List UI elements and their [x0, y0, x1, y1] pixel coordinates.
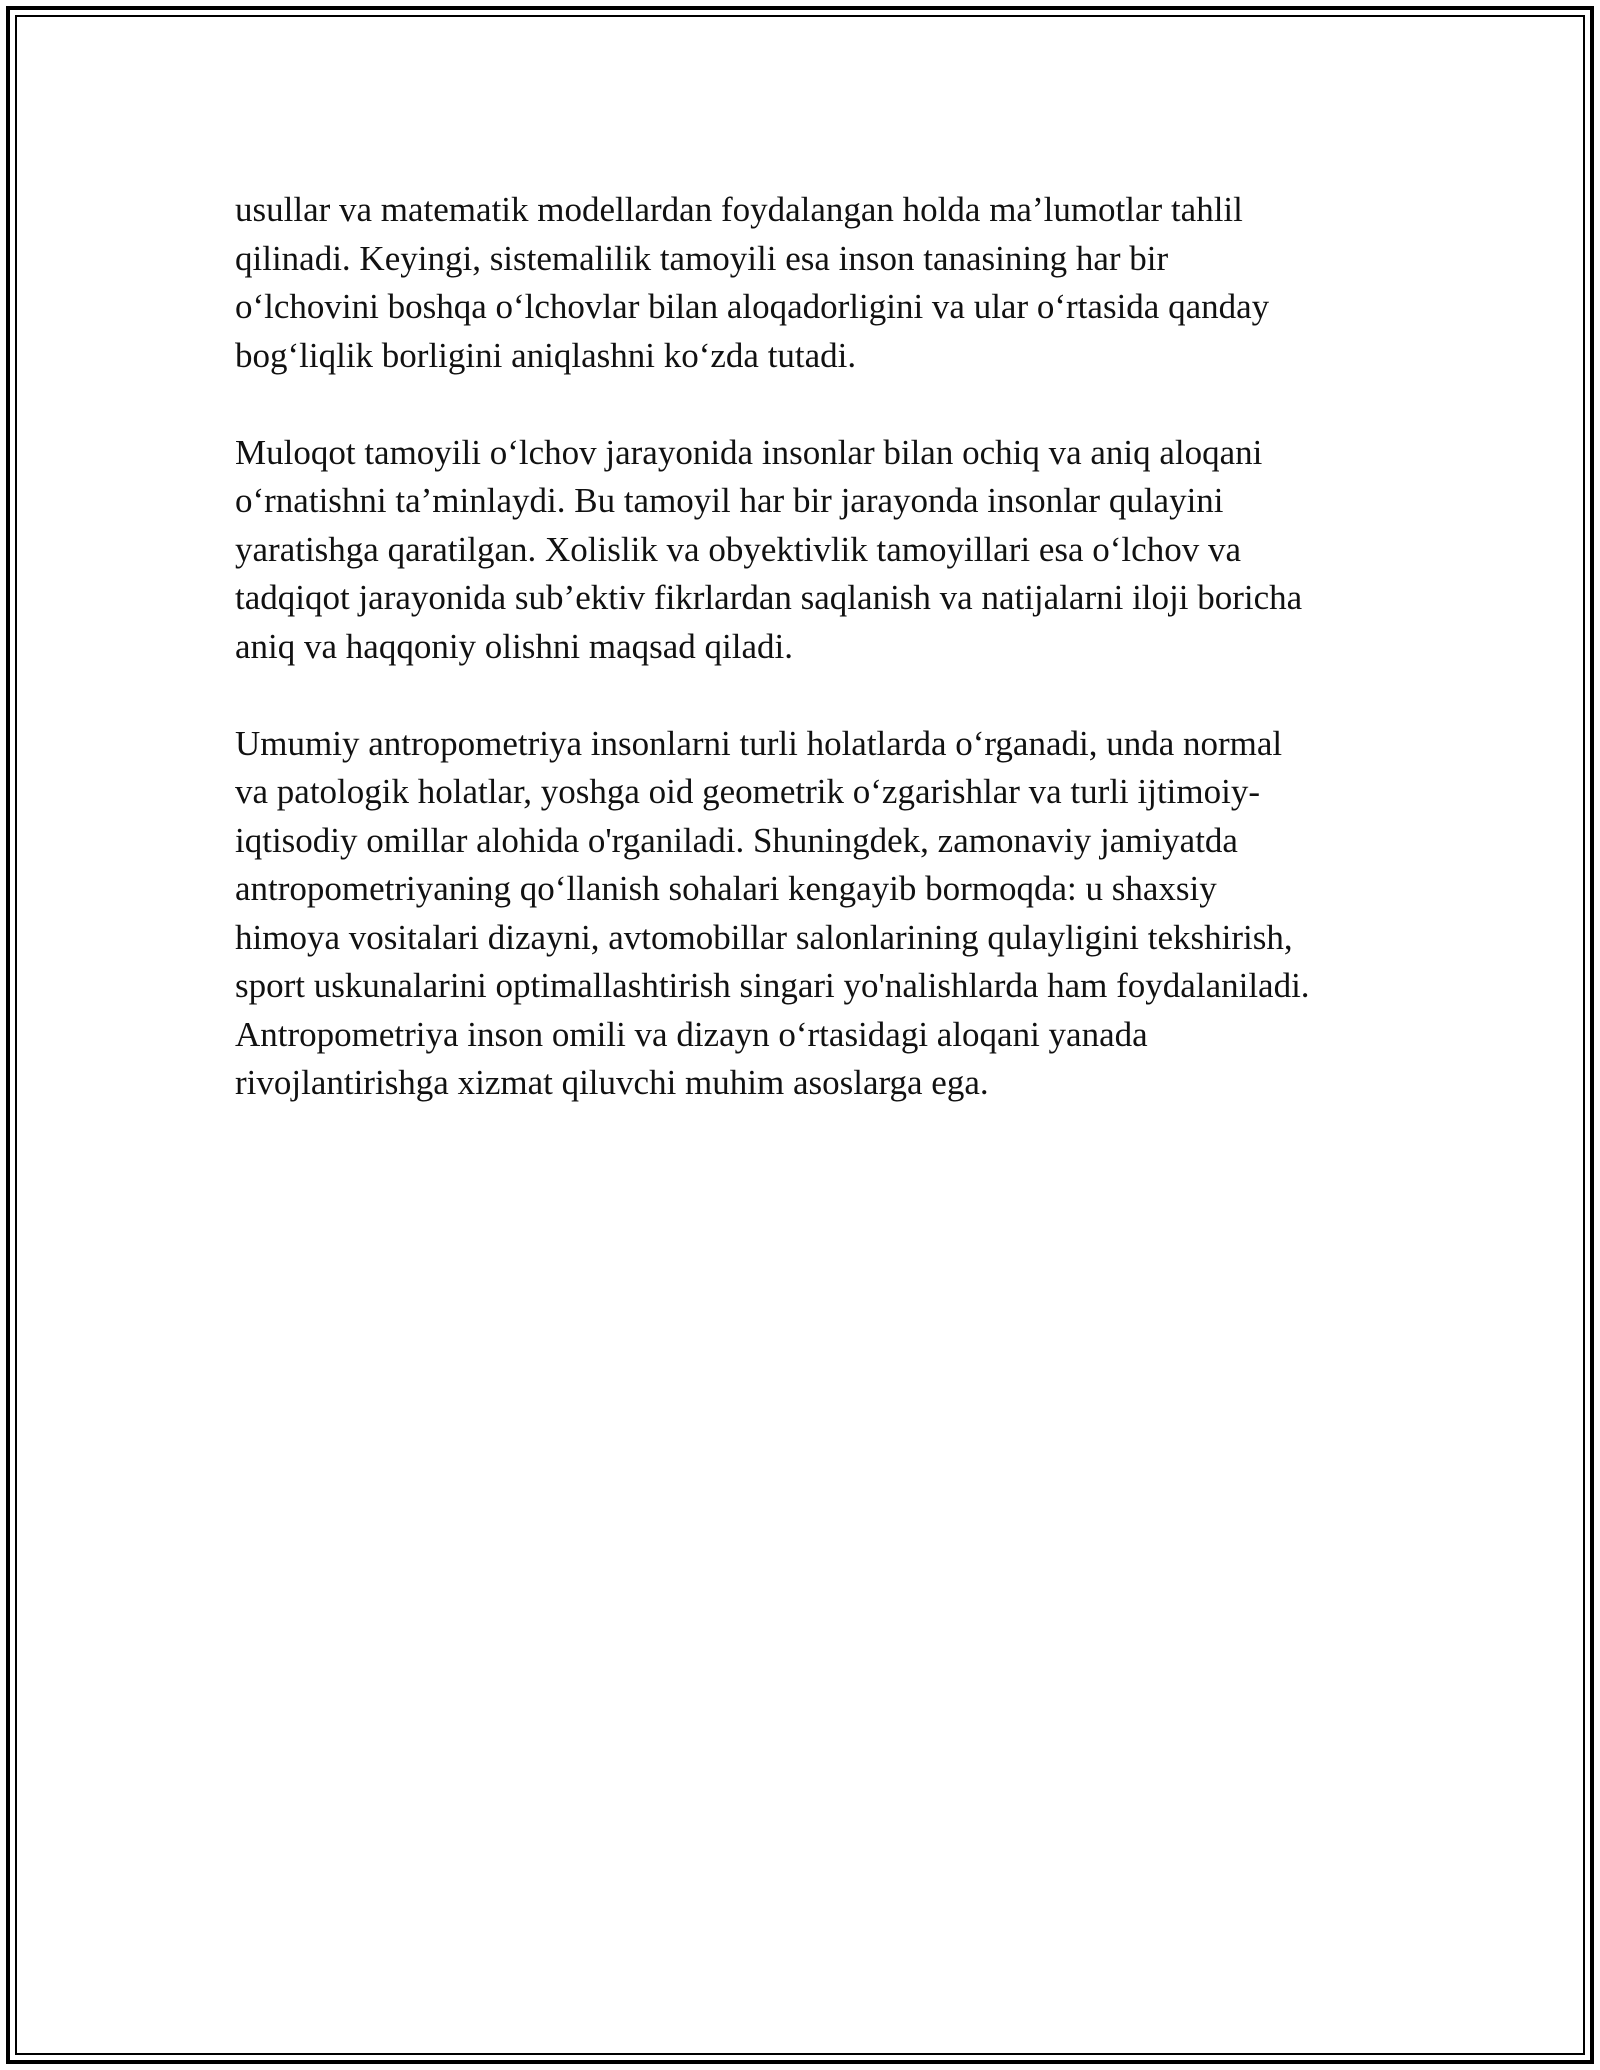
- paragraph-1: usullar va matematik modellardan foydalangan holda ma’lumotlar tahlil qilinadi. Keyingi, sistemalilik tamoyili esa inson tanasining har bir o‘lchovini boshqa o‘lchovlar bilan aloqadorligini va ular o‘rtasida qanday bog‘liqlik borligini aniqlashni ko‘zda tutadi.: [235, 190, 1270, 375]
- paragraph-2: Muloqot tamoyili o‘lchov jarayonida insonlar bilan ochiq va aniq aloqani o‘rnatishni ta’minlaydi. Bu tamoyil har bir jarayonda insonlar qulayini yaratishga qaratilgan. Xolislik va obyektivlik tamoyillari esa o‘lchov va tadqiqot jarayonida sub’ektiv fikrlardan saqlanish va natijalarni iloji boricha aniq va haqqoniy olishni maqsad qiladi.: [235, 432, 1303, 666]
- document-body: [235, 186, 1365, 1156]
- paragraph-3: Umumiy antropometriya insonlarni turli holatlarda o‘rganadi, unda normal va patologik holatlar, yoshga oid geometrik o‘zgarishlar va turli ijtimoiy- iqtisodiy omillar alohida o'rganiladi. Shuningdek, zamonaviy jamiyatda antropometriyaning qo‘llanish sohalari kengayib bormoqda: u shaxsiy himoya vositalari dizayni, avtomobillar salonlarining qulayligini tekshirish, sport uskunalarini optimallashtirish singari yo'nalishlarda ham foydalaniladi. Antropometriya inson omili va dizayn o‘rtasidagi aloqani yanada rivojlantirishga xizmat qiluvchi muhim asoslarga ega.: [235, 723, 1310, 1102]
